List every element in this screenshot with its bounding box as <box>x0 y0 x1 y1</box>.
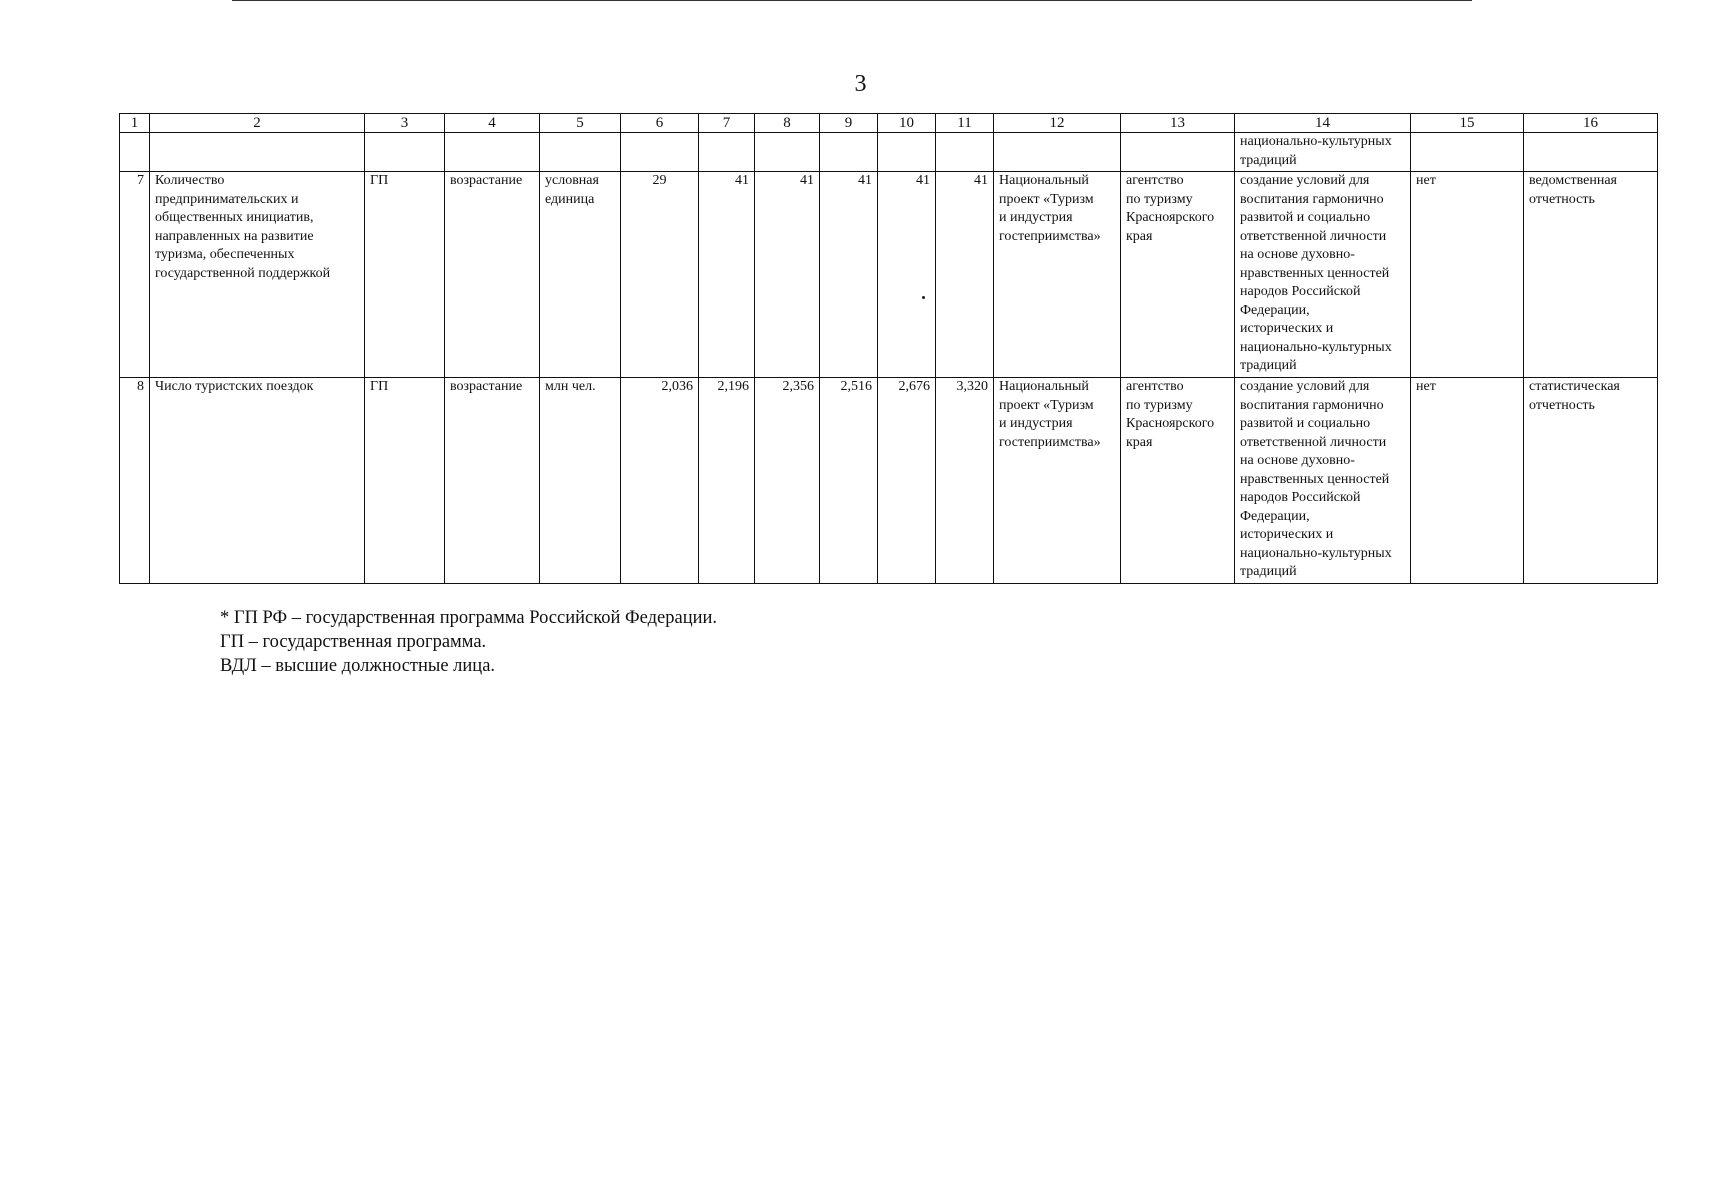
col-15-value: нет <box>1411 172 1524 378</box>
header-col-14: 14 <box>1235 114 1411 133</box>
footnote-gp: ГП – государственная программа. <box>220 632 487 652</box>
header-col-9: 9 <box>820 114 878 133</box>
scan-speck <box>922 296 925 299</box>
header-col-4: 4 <box>445 114 540 133</box>
table-row-8 <box>120 378 1658 584</box>
table-cell <box>120 133 150 172</box>
unit: условная единица <box>540 172 621 378</box>
national-goal: создание условий для воспитания гармонично развитой и социально ответственной личности на основе духовно- нравственных ценностей народов Российской Федерации, исторических и национально-культурных традиций <box>1235 378 1411 584</box>
national-goal: создание условий для воспитания гармонично развитой и социально ответственной личности на основе духовно- нравственных ценностей народов Российской Федерации, исторических и национально-культурных традиций <box>1235 172 1411 378</box>
page-number: 3 <box>854 71 867 97</box>
value-col-7: 41 <box>699 172 755 378</box>
table-cell <box>878 133 936 172</box>
header-col-3: 3 <box>365 114 445 133</box>
header-col-8: 8 <box>755 114 820 133</box>
program-type: ГП <box>365 378 445 584</box>
row-number: 7 <box>120 172 150 378</box>
value-col-11: 3,320 <box>936 378 994 584</box>
table-row-continuation <box>120 133 1658 172</box>
footnotes <box>220 606 717 678</box>
table-cell <box>994 133 1121 172</box>
responsible-agency: агентство по туризму Красноярского края <box>1121 172 1235 378</box>
table-row-7 <box>120 172 1658 378</box>
value-col-7: 2,196 <box>699 378 755 584</box>
header-col-5: 5 <box>540 114 621 133</box>
header-col-12: 12 <box>994 114 1121 133</box>
header-col-15: 15 <box>1411 114 1524 133</box>
table-cell <box>365 133 445 172</box>
indicators-table <box>119 113 1658 584</box>
col-15-value: нет <box>1411 378 1524 584</box>
national-project: Национальный проект «Туризм и индустрия гостеприимства» <box>994 378 1121 584</box>
data-source: статистическая отчетность <box>1524 378 1658 584</box>
table-cell <box>150 133 365 172</box>
table-cell <box>540 133 621 172</box>
value-col-10: 2,676 <box>878 378 936 584</box>
row-number: 8 <box>120 378 150 584</box>
unit: млн чел. <box>540 378 621 584</box>
header-col-16: 16 <box>1524 114 1658 133</box>
value-col-10: 41 <box>878 172 936 378</box>
trend: возрастание <box>445 172 540 378</box>
value-col-9: 2,516 <box>820 378 878 584</box>
value-col-8: 2,356 <box>755 378 820 584</box>
national-project: Национальный проект «Туризм и индустрия гостеприимства» <box>994 172 1121 378</box>
trend: возрастание <box>445 378 540 584</box>
top-border-line <box>232 0 1472 1</box>
header-col-2: 2 <box>150 114 365 133</box>
footnote-vdl: ВДЛ – высшие должностные лица. <box>220 656 496 676</box>
continued-goal-cell: национально-культурных традиций <box>1235 133 1411 172</box>
data-source: ведомственная отчетность <box>1524 172 1658 378</box>
header-col-7: 7 <box>699 114 755 133</box>
footnote-gp-rf: * ГП РФ – государственная программа Российской Федерации. <box>220 608 718 628</box>
value-col-6: 2,036 <box>621 378 699 584</box>
responsible-agency: агентство по туризму Красноярского края <box>1121 378 1235 584</box>
table-cell <box>445 133 540 172</box>
indicator-name: Число туристских поездок <box>150 378 365 584</box>
table-cell <box>820 133 878 172</box>
header-col-11: 11 <box>936 114 994 133</box>
value-col-8: 41 <box>755 172 820 378</box>
header-col-6: 6 <box>621 114 699 133</box>
table-header-row <box>120 114 1658 133</box>
value-col-6: 29 <box>621 172 699 378</box>
table-cell <box>621 133 699 172</box>
header-col-13: 13 <box>1121 114 1235 133</box>
table-cell <box>1524 133 1658 172</box>
value-col-9: 41 <box>820 172 878 378</box>
table-cell <box>936 133 994 172</box>
header-col-1: 1 <box>120 114 150 133</box>
header-col-10: 10 <box>878 114 936 133</box>
table-cell <box>1121 133 1235 172</box>
value-col-11: 41 <box>936 172 994 378</box>
table-cell <box>755 133 820 172</box>
table-cell <box>1411 133 1524 172</box>
table-cell <box>699 133 755 172</box>
indicator-name: Количество предпринимательских и общественных инициатив, направленных на развитие туризма, обеспеченных государственной поддержкой <box>150 172 365 378</box>
program-type: ГП <box>365 172 445 378</box>
